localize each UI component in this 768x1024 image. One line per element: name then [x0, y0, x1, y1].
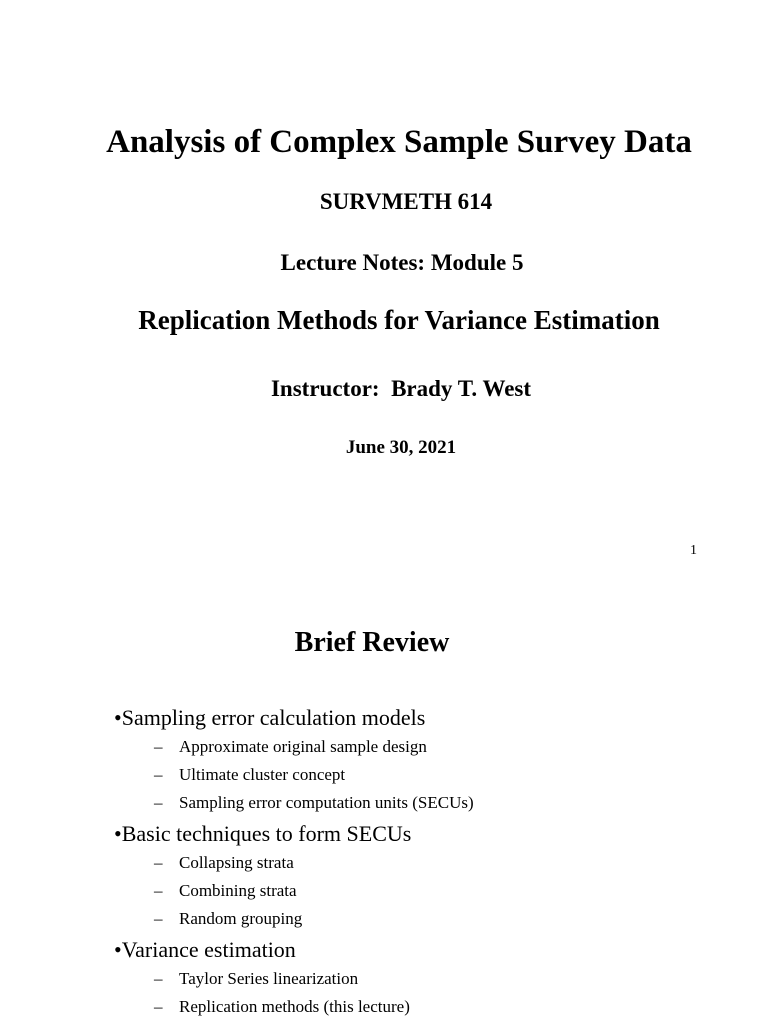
- bullet-label: •Variance estimation: [114, 937, 296, 962]
- bullet-marker: •: [114, 705, 122, 730]
- lecture-label: Lecture Notes: Module 5: [280, 250, 524, 275]
- sub-item: – Ultimate cluster concept: [114, 761, 474, 789]
- presentation-title: Analysis of Complex Sample Survey Data: [106, 124, 692, 160]
- bullet-item: [114, 703, 474, 817]
- lecture-date: June 30, 2021: [345, 437, 457, 458]
- bullet-item: [114, 819, 474, 933]
- sub-list: [114, 733, 474, 817]
- sub-item: – Combining strata: [114, 877, 474, 905]
- dash-marker: –: [154, 909, 163, 928]
- page-number: 1: [690, 543, 697, 558]
- bullet-label: •Basic techniques to form SECUs: [114, 821, 412, 846]
- sub-item: – Taylor Series linearization: [114, 965, 474, 993]
- sub-list: [114, 849, 474, 933]
- dash-marker: –: [154, 793, 163, 812]
- sub-item: – Collapsing strata: [114, 849, 474, 877]
- dash-marker: –: [154, 969, 163, 988]
- dash-marker: –: [154, 997, 163, 1016]
- module-subtitle: Replication Methods for Variance Estimation: [138, 305, 660, 335]
- slide-brief-review: [0, 580, 768, 1024]
- bullet-item: [114, 935, 474, 1021]
- sub-item: – Replication methods (this lecture): [114, 993, 474, 1021]
- bullet-marker: •: [114, 821, 122, 846]
- sub-item: – Random grouping: [114, 905, 474, 933]
- instructor-name: Instructor: Brady T. West: [270, 376, 532, 401]
- dash-marker: –: [154, 765, 163, 784]
- course-code: SURVMETH 614: [319, 189, 493, 214]
- dash-marker: –: [154, 853, 163, 872]
- bullet-list: [114, 703, 474, 1023]
- bullet-label: •Sampling error calculation models: [114, 705, 426, 730]
- slide-title: Brief Review: [294, 627, 450, 658]
- sub-item: – Approximate original sample design: [114, 733, 474, 761]
- dash-marker: –: [154, 881, 163, 900]
- dash-marker: –: [154, 737, 163, 756]
- sub-list: [114, 965, 474, 1021]
- bullet-marker: •: [114, 937, 122, 962]
- sub-item: – Sampling error computation units (SECUs): [114, 789, 474, 817]
